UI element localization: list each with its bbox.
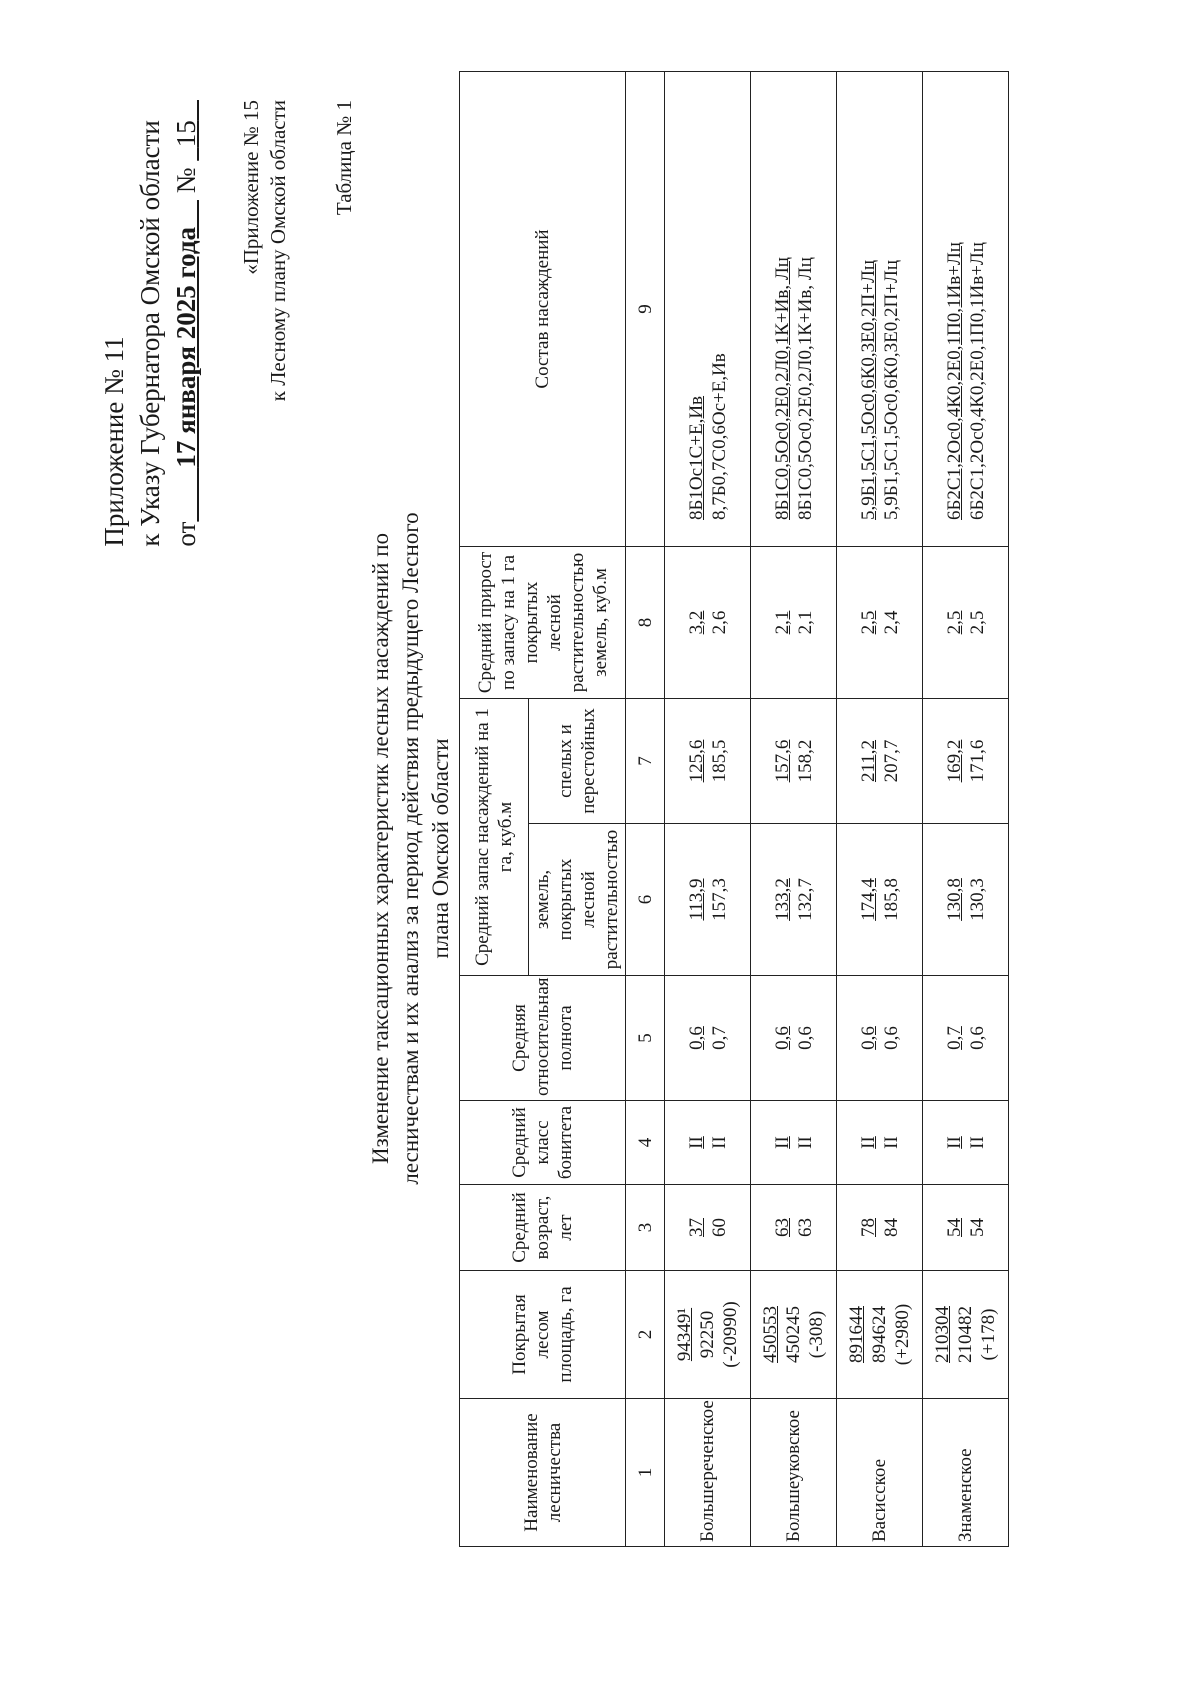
stock-mature-cell [751,698,837,823]
stock-mature-cell [665,698,751,823]
stock-mature-previous: 125,6 [685,739,707,783]
forestry-name: Большеуковское [751,1399,837,1547]
growth-current: 2,6 [708,610,730,635]
decree-date-line [168,100,204,547]
age-cell [923,1185,1009,1271]
growth-previous: 2,5 [857,610,879,635]
table-row [837,71,923,1546]
stock-mature-cell [837,698,923,823]
growth-previous: 2,1 [771,610,793,635]
density-cell [751,976,837,1101]
density-current: 0,7 [708,1026,730,1050]
composition-previous: 6Б2С1,2Ос0,4К0,2Е0,1П0,1Ив+Лц [943,242,965,520]
class-current: II [880,1136,902,1149]
header-stock-land: земель, покрытых лесной растительностью [529,824,626,976]
area-current: 894624 [869,1306,890,1363]
header-stock-group: Средний запас насаждений на 1 га, куб.м [460,698,529,975]
stock-mature-previous: 157,6 [771,739,793,783]
class-previous: II [685,1136,707,1149]
stock-land-previous: 133,2 [771,878,793,921]
stock-mature-previous: 169,2 [943,739,965,783]
composition-previous: 5,9Б1,5С1,5Ос0,6К0,3Е0,2П+Лц [857,259,879,520]
growth-cell [751,546,837,698]
composition-previous: 8Б1Ос1С+Е,Ив [685,395,707,520]
area-current: 92250 [697,1310,718,1359]
density-cell [837,976,923,1101]
density-previous: 0,7 [943,1026,965,1050]
column-number: 8 [626,546,665,698]
stock-land-cell [837,824,923,976]
column-number: 6 [626,824,665,976]
forest-characteristics-table [459,71,1009,1547]
age-previous: 37 [685,1218,707,1237]
density-previous: 0,6 [685,1026,707,1050]
stock-land-cell [751,824,837,976]
age-current: 84 [880,1218,902,1237]
previous-appendix-reference [238,100,292,401]
stock-land-previous: 174,4 [857,878,879,921]
density-current: 0,6 [966,1026,988,1050]
density-cell [923,976,1009,1101]
number-label: № [171,167,201,194]
growth-previous: 3,2 [685,610,707,635]
area-current: 450245 [783,1306,804,1363]
header-composition: Состав насаждений [460,71,626,546]
stock-land-current: 132,7 [794,878,816,921]
date-prefix: от [171,521,201,547]
area-current: 210482 [955,1306,976,1363]
class-cell [751,1101,837,1185]
composition-cell [923,71,1009,546]
age-current: 60 [708,1218,730,1237]
header-growth: Средний прирост по запасу на 1 га покрытых лесной растительностью земель, куб.м [460,546,626,698]
area-previous: 891644 [846,1306,867,1363]
stock-land-cell [923,824,1009,976]
forestry-name: Знаменское [923,1399,1009,1547]
class-cell [923,1101,1009,1185]
composition-cell [751,71,837,546]
column-number: 1 [626,1399,665,1547]
decree-line: к Указу Губернатора Омской области [135,120,165,547]
column-number: 5 [626,976,665,1101]
table-title-text: Изменение таксационных характеристик лесных насаждений по лесничествам и их анализ за период действия предыдущего Лесного плана Омской области [368,512,453,1185]
composition-current: 5,9Б1,5С1,5Ос0,6К0,3Е0,2П+Лц [880,259,902,520]
stock-land-current: 185,8 [880,878,902,921]
stock-mature-current: 158,2 [794,739,816,783]
age-previous: 54 [943,1218,965,1237]
area-previous: 450553 [760,1306,781,1363]
age-previous: 63 [771,1218,793,1237]
table-row [751,71,837,1546]
stock-mature-cell [923,698,1009,823]
header-stock-mature: спелых и перестойных [529,698,626,823]
growth-cell [923,546,1009,698]
area-cell [751,1271,837,1399]
stock-land-previous: 113,9 [685,878,707,921]
table-title [366,0,456,1697]
date-blank-left [171,468,201,522]
table-label: Таблица № 1 [332,100,356,216]
area-change: (+178) [978,1308,999,1361]
header-density: Средняя относительная полнота [460,976,626,1101]
date-blank-right [171,200,201,227]
age-current: 54 [966,1218,988,1237]
forestry-name: Васисское [837,1399,923,1547]
growth-cell [837,546,923,698]
column-number: 4 [626,1101,665,1185]
header-name: Наименование лесничества [460,1399,626,1547]
growth-current: 2,5 [966,610,988,635]
class-previous: II [771,1136,793,1149]
age-current: 63 [794,1218,816,1237]
growth-current: 2,4 [880,610,902,635]
density-current: 0,6 [794,1026,816,1050]
stock-mature-current: 171,6 [966,739,988,783]
area-cell [923,1271,1009,1399]
density-previous: 0,6 [771,1026,793,1050]
table-row [665,71,751,1546]
column-number: 9 [626,71,665,546]
area-cell [665,1271,751,1399]
age-cell [837,1185,923,1271]
forestry-name: Большереченское [665,1399,751,1547]
area-change: (-308) [806,1310,827,1359]
appendix-header [96,100,204,547]
area-previous: 94349¹ [674,1307,695,1362]
column-number-row [626,71,665,1546]
header-area: Покрытая лесом площадь, га [460,1271,626,1399]
class-current: II [794,1136,816,1149]
growth-previous: 2,5 [943,610,965,635]
class-previous: II [943,1136,965,1149]
class-cell [665,1101,751,1185]
growth-current: 2,1 [794,610,816,635]
class-cell [837,1101,923,1185]
density-current: 0,6 [880,1026,902,1050]
stock-land-cell [665,824,751,976]
growth-cell [665,546,751,698]
table-row [923,71,1009,1546]
density-previous: 0,6 [857,1026,879,1050]
header-age: Средний возраст, лет [460,1185,626,1271]
decree-date: 17 января 2025 года [171,227,201,468]
column-number: 2 [626,1271,665,1399]
stock-mature-current: 185,5 [708,739,730,783]
stock-mature-previous: 211,2 [857,739,879,783]
area-previous: 210304 [932,1306,953,1363]
area-change: (-20990) [720,1301,741,1368]
density-cell [665,976,751,1101]
age-cell [665,1185,751,1271]
decree-number [171,100,201,161]
class-previous: II [857,1136,879,1149]
class-current: II [708,1136,730,1149]
header-class: Средний класс бонитета [460,1101,626,1185]
class-current: II [966,1136,988,1149]
column-number: 7 [626,698,665,823]
composition-current: 8Б1С0,5Ос0,2Е0,2Л0,1К+Ив, Лц [794,257,816,520]
age-cell [751,1185,837,1271]
decree-number-value: 15 [171,120,201,148]
composition-cell [837,71,923,546]
stock-land-previous: 130,8 [943,878,965,921]
composition-cell [665,71,751,546]
area-change: (+2980) [892,1303,913,1366]
appendix-title: Приложение № 11 [99,336,129,547]
composition-previous: 8Б1С0,5Ос0,2Е0,2Л0,1К+Ив, Лц [771,257,793,520]
column-number: 3 [626,1185,665,1271]
composition-current: 8,7Б0,7С0,6Ос+Е,Ив [708,353,730,520]
stock-land-current: 157,3 [708,878,730,921]
stock-mature-current: 207,7 [880,739,902,783]
composition-current: 6Б2С1,2Ос0,4К0,2Е0,1П0,1Ив+Лц [966,242,988,520]
stock-land-current: 130,3 [966,878,988,921]
previous-appendix-ref: к Лесному плану Омской области [266,100,290,402]
area-cell [837,1271,923,1399]
previous-appendix-title: «Приложение № 15 [239,100,263,275]
age-previous: 78 [857,1218,879,1237]
